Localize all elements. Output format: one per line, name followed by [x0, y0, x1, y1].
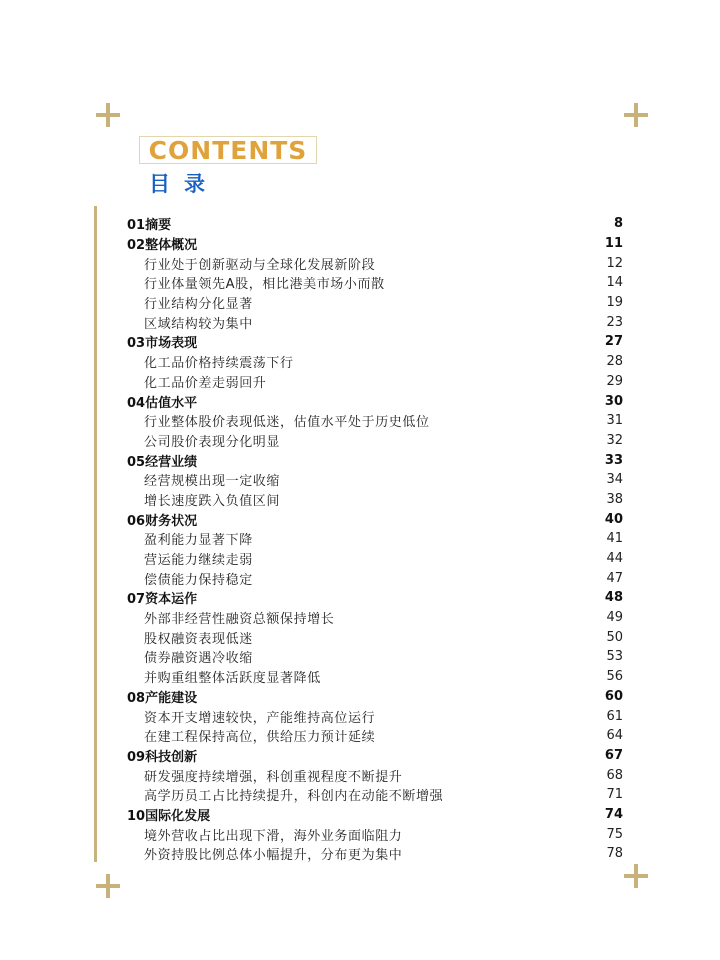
toc-page-number: 68 — [606, 767, 623, 783]
table-of-contents — [127, 214, 623, 864]
toc-subsection-row[interactable] — [127, 844, 623, 864]
toc-subsection-row[interactable] — [127, 608, 623, 628]
toc-entry-title: 02整体概况 — [127, 238, 198, 254]
toc-divider-line — [94, 206, 97, 862]
toc-entry-title: 并购重组整体活跃度显著降低 — [144, 671, 321, 687]
toc-subsection-row[interactable] — [127, 647, 623, 667]
toc-entry-title: 股权融资表现低迷 — [144, 631, 253, 647]
toc-section-row[interactable] — [127, 687, 623, 707]
toc-subsection-row[interactable] — [127, 312, 623, 332]
toc-page-number: 31 — [606, 413, 623, 429]
toc-entry-title: 行业处于创新驱动与全球化发展新阶段 — [144, 257, 376, 273]
toc-entry-title: 外资持股比例总体小幅提升，分布更为集中 — [144, 848, 403, 864]
toc-entry-title: 化工品价格持续震荡下行 — [144, 356, 294, 372]
plus-icon — [624, 103, 648, 127]
toc-subsection-row[interactable] — [127, 352, 623, 372]
toc-page-number: 49 — [606, 610, 623, 626]
toc-section-row[interactable] — [127, 805, 623, 825]
toc-entry-title: 03市场表现 — [127, 336, 198, 352]
toc-section-row[interactable] — [127, 450, 623, 470]
toc-page-number: 44 — [606, 551, 623, 567]
toc-section-row[interactable] — [127, 214, 623, 234]
toc-entry-title: 行业体量领先A股，相比港美市场小而散 — [144, 277, 385, 293]
toc-page-number: 29 — [606, 373, 623, 389]
toc-page-number: 47 — [606, 570, 623, 586]
plus-icon — [96, 103, 120, 127]
toc-section-row[interactable] — [127, 391, 623, 411]
toc-page-number: 34 — [606, 472, 623, 488]
toc-page-number: 41 — [606, 531, 623, 547]
toc-entry-title: 偿债能力保持稳定 — [144, 572, 253, 588]
toc-entry-title: 境外营收占比出现下滑，海外业务面临阻力 — [144, 828, 403, 844]
toc-subsection-row[interactable] — [127, 627, 623, 647]
toc-page-number: 53 — [606, 649, 623, 665]
toc-entry-title: 行业结构分化显著 — [144, 297, 253, 313]
toc-entry-title: 资本开支增速较快，产能维持高位运行 — [144, 710, 376, 726]
toc-page-number: 48 — [604, 590, 623, 606]
toc-page-number: 38 — [606, 491, 623, 507]
toc-entry-title: 10国际化发展 — [127, 808, 211, 824]
toc-subsection-row[interactable] — [127, 824, 623, 844]
toc-subsection-row[interactable] — [127, 667, 623, 687]
toc-page-number: 74 — [604, 806, 623, 822]
toc-entry-title: 外部非经营性融资总额保持增长 — [144, 612, 335, 628]
toc-entry-title: 06财务状况 — [127, 513, 198, 529]
toc-subsection-row[interactable] — [127, 273, 623, 293]
toc-section-row[interactable] — [127, 332, 623, 352]
toc-page-number: 8 — [613, 216, 623, 232]
toc-subsection-row[interactable] — [127, 568, 623, 588]
toc-entry-title: 营运能力继续走弱 — [144, 553, 253, 569]
toc-subsection-row[interactable] — [127, 470, 623, 490]
toc-subsection-row[interactable] — [127, 726, 623, 746]
toc-entry-title: 01摘要 — [127, 218, 172, 234]
toc-page-number: 23 — [606, 314, 623, 330]
plus-icon — [96, 874, 120, 898]
toc-page-number: 30 — [604, 393, 623, 409]
toc-subsection-row[interactable] — [127, 490, 623, 510]
toc-page-number: 67 — [604, 747, 623, 763]
toc-entry-title: 研发强度持续增强，科创重视程度不断提升 — [144, 769, 403, 785]
toc-section-row[interactable] — [127, 588, 623, 608]
toc-entry-title: 高学历员工占比持续提升，科创内在动能不断增强 — [144, 789, 444, 805]
toc-title: 目录 — [149, 172, 219, 196]
toc-entry-title: 07资本运作 — [127, 592, 198, 608]
toc-section-row[interactable] — [127, 509, 623, 529]
toc-page-number: 78 — [606, 846, 623, 862]
plus-icon — [624, 864, 648, 888]
toc-section-row[interactable] — [127, 234, 623, 254]
toc-entry-title: 04估值水平 — [127, 395, 198, 411]
toc-subsection-row[interactable] — [127, 431, 623, 451]
toc-entry-title: 08产能建设 — [127, 690, 198, 706]
toc-page-number: 11 — [604, 236, 623, 252]
toc-entry-title: 行业整体股价表现低迷，估值水平处于历史低位 — [144, 415, 430, 431]
toc-entry-title: 化工品价差走弱回升 — [144, 375, 267, 391]
toc-page-number: 71 — [606, 787, 623, 803]
toc-subsection-row[interactable] — [127, 706, 623, 726]
toc-entry-title: 05经营业绩 — [127, 454, 198, 470]
toc-entry-title: 盈利能力显著下降 — [144, 533, 253, 549]
toc-page-number: 28 — [606, 354, 623, 370]
contents-heading: CONTENTS — [148, 135, 308, 165]
toc-page-number: 32 — [606, 432, 623, 448]
toc-page-number: 12 — [606, 255, 623, 271]
toc-section-row[interactable] — [127, 746, 623, 766]
toc-entry-title: 09科技创新 — [127, 749, 198, 765]
toc-page-number: 50 — [606, 629, 623, 645]
toc-page-number: 19 — [606, 295, 623, 311]
toc-entry-title: 债券融资遇冷收缩 — [144, 651, 253, 667]
toc-subsection-row[interactable] — [127, 293, 623, 313]
toc-page-number: 33 — [604, 452, 623, 468]
toc-page-number: 27 — [604, 334, 623, 350]
toc-page-number: 64 — [606, 728, 623, 744]
toc-entry-title: 增长速度跌入负值区间 — [144, 493, 281, 509]
toc-entry-title: 在建工程保持高位，供给压力预计延续 — [144, 730, 376, 746]
toc-subsection-row[interactable] — [127, 372, 623, 392]
toc-subsection-row[interactable] — [127, 253, 623, 273]
toc-page-number: 14 — [606, 275, 623, 291]
toc-subsection-row[interactable] — [127, 549, 623, 569]
toc-entry-title: 经营规模出现一定收缩 — [144, 474, 281, 490]
toc-page-number: 75 — [606, 826, 623, 842]
toc-page-number: 40 — [604, 511, 623, 527]
contents-heading-box — [139, 136, 317, 164]
toc-page-number: 56 — [606, 669, 623, 685]
toc-subsection-row[interactable] — [127, 411, 623, 431]
toc-entry-title: 区域结构较为集中 — [144, 316, 253, 332]
toc-entry-title: 公司股价表现分化明显 — [144, 434, 281, 450]
toc-page-number: 60 — [604, 688, 623, 704]
toc-subsection-row[interactable] — [127, 765, 623, 785]
toc-page-number: 61 — [606, 708, 623, 724]
toc-subsection-row[interactable] — [127, 529, 623, 549]
toc-subsection-row[interactable] — [127, 785, 623, 805]
